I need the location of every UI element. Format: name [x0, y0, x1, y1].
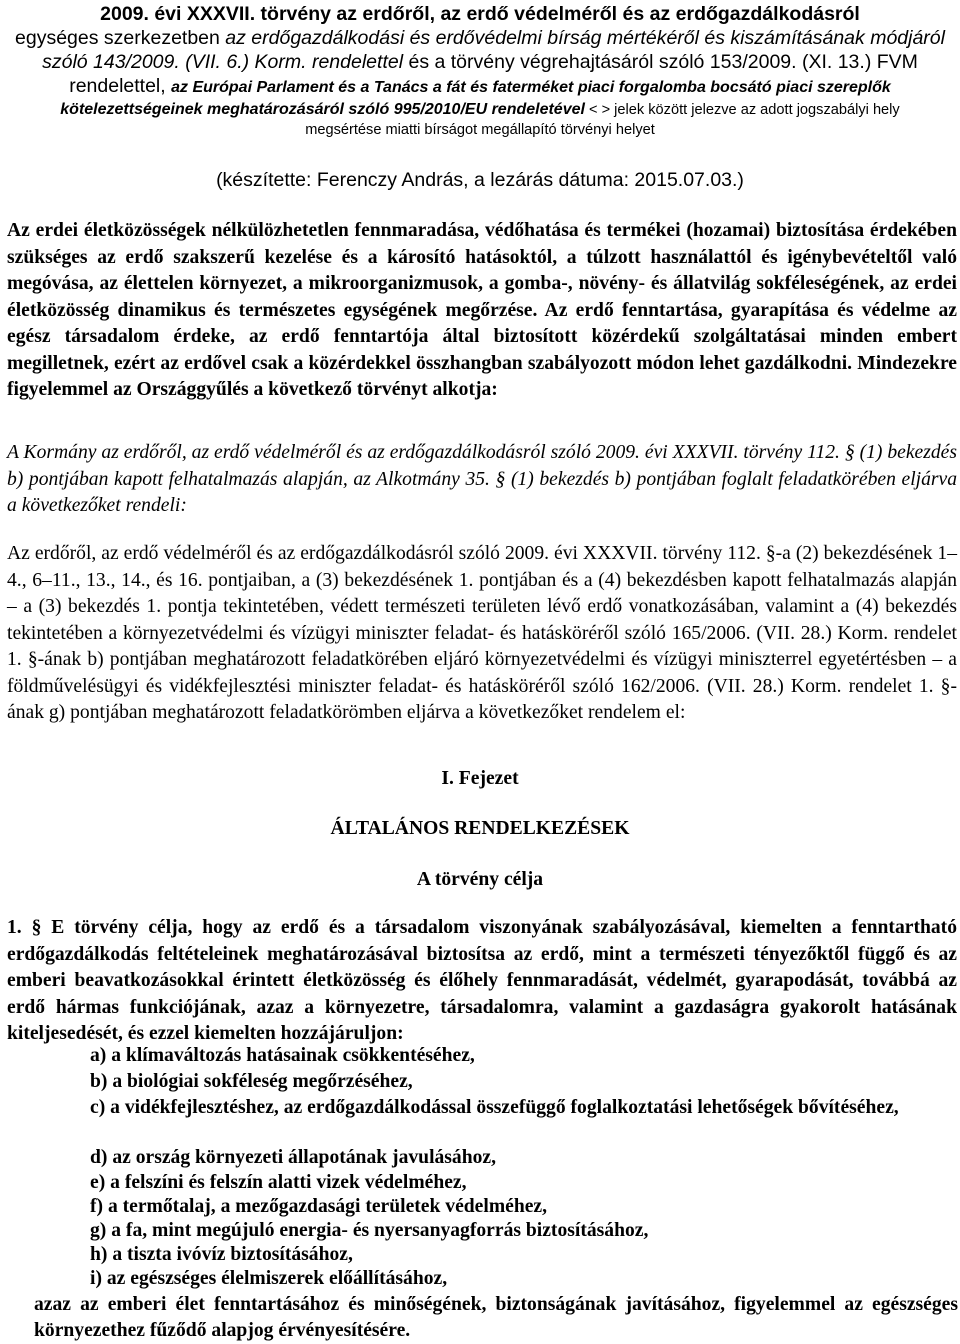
article-1: 1. § E törvény célja, hogy az erdő és a társadalom viszonyának szabályozásával, kiemelten a fenntartható erdőgazdálkodás feltételeinek meghatározásával biztosítsa az erdő, mint a természeti tényezőktől függő és az emberi beavatkozásokkal érintett életközösség és élőhely fennmaradását, védelmét, gyarapodását, továbbá az erdő hármas funkciójának, azaz a környezetre, társadalomra, valamint a gazdaságra gyakorolt hatásának kiteljesedését, és ezzel kiemelten hozzájáruljon:	[7, 917, 957, 1044]
header-title	[0, 2, 960, 26]
list-item: g) a fa, mint megújuló energia- és nyersanyagforrás biztosításához,	[90, 1220, 649, 1241]
preamble-paragraph: Az erdei életközösségek nélkülözhetetlen fennmaradása, védőhatása és termékei (hozamai) biztosítása érdekében szükséges az erdő szakszerű kezelése és a károsító hatásoktól, a túlzott használattól és igénybevételtől való megóvása, az élettelen környezet, a mikroorganizmusok, a gomba-, növény- és állatvilág sokféleségének, az erdei életközösség dinamikus és természetes egységének megőrzése. Az erdő fenntartása, gyarapítása és védelme az egész társadalom érdeke, az erdő fenntartója által biztosított közérdekű szolgáltatásai minden embert megilletnek, ezért az erdővel csak a közérdekkel összhangban szabályozott módon lehet gazdálkodni. Mindezekre figyelemmel az Országgyűlés a következő törvényt alkotja:	[7, 220, 957, 400]
header-text: rendelettel,	[69, 75, 166, 97]
header-title-text: 2009. évi XXXVII. törvény az erdőről, az erdő védelméről és az erdőgazdálkodásról	[100, 3, 860, 25]
header-text: < > jelek között jelezve az adott jogszabályi hely	[589, 102, 900, 118]
list-item: b) a biológiai sokféleség megőrzéséhez,	[90, 1071, 413, 1092]
header-text: megsértése miatti bírságot megállapító törvényi helyet	[305, 122, 655, 138]
section-heading: ÁLTALÁNOS RENDELKEZÉSEK	[330, 818, 630, 839]
header-line-2	[0, 26, 960, 50]
author-credit: (készítette: Ferenczy András, a lezárás dátuma: 2015.07.03.)	[216, 169, 744, 191]
header-text: és a törvény végrehajtásáról szóló 153/2009. (XI. 13.) FVM	[408, 51, 918, 73]
subsection-heading: A törvény célja	[416, 869, 544, 890]
list-item: f) a termőtalaj, a mezőgazdasági területek védelméhez,	[90, 1196, 548, 1217]
italic-paragraph: A Kormány az erdőről, az erdő védelméről és az erdőgazdálkodásról szóló 2009. évi XXXVII. törvény 112. § (1) bekezdés b) pontjában kapott felhatalmazás alapján, az Alkotmány 35. § (1) bekezdés b) pontjában foglalt feladatkörében eljárva a következőket rendeli:	[7, 442, 957, 516]
header-line-4	[0, 74, 960, 100]
closing-paragraph: azaz az emberi élet fenntartásához és minőségének, biztonságának javításához, figyelemmel az egészséges környezethez fűződő alapjog érvényesítésére.	[34, 1294, 958, 1341]
header-text-bolditalic: az Európai Parlament és a Tanács a fát és faterméket piaci forgalomba bocsátó piaci szereplők	[171, 79, 891, 96]
header-line-5	[0, 99, 960, 121]
chapter-heading: I. Fejezet	[441, 768, 519, 789]
list-item: d) az ország környezeti állapotának javulásához,	[90, 1147, 497, 1168]
list-item: c) a vidékfejlesztéshez, az erdőgazdálkodással összefüggő foglalkoztatási lehetőségek bővítéséhez,	[90, 1097, 899, 1118]
header-text: egységes szerkezetben	[15, 27, 220, 49]
header-text-bolditalic: kötelezettségeinek meghatározásáról szóló 995/2010/EU rendeletével	[60, 101, 585, 118]
authorization-paragraph: Az erdőről, az erdő védelméről és az erdőgazdálkodásról szóló 2009. évi XXXVII. törvény 112. §-a (2) bekezdésének 1–4., 6–11., 13., 14., és 16. pontjaiban, a (3) bekezdésének 1. pontjában és a (4) bekezdésben kapott felhatalmazás alapján – a (3) bekezdés 1. pontja tekintetében, védett természeti területen lévő erdő vonatkozásában, valamint a (4) bekezdés tekintetében a környezetvédelmi és vízügyi miniszter feladat- és hatásköréről szóló 165/2006. (VII. 28.) Korm. rendelet 1. §-ának b) pontjában meghatározott feladatkörében eljáró környezetvédelmi és vízügyi miniszterrel egyetértésben – a földművelésügyi és vidékfejlesztési miniszter feladat- és hatásköréről szóló 162/2006. (VII. 28.) Korm. rendelet 1. §-ának g) pontjában meghatározott feladatkörömben eljárva a következőket rendelem el:	[7, 543, 957, 723]
list-item: h) a tiszta ivóvíz biztosításához,	[90, 1244, 353, 1265]
header-text-italic: szóló 143/2009. (VII. 6.) Korm. rendelettel	[42, 51, 404, 73]
list-item: e) a felszíni és felszín alatti vizek védelméhez,	[90, 1172, 467, 1193]
list-item: a) a klímaváltozás hatásainak csökkentéséhez,	[90, 1045, 475, 1066]
header-line-3	[0, 50, 960, 74]
header-line-6	[0, 120, 960, 141]
header-text-italic: az erdőgazdálkodási és erdővédelmi bírság mértékéről és kiszámításának módjáról	[225, 27, 945, 49]
list-item: i) az egészséges élelmiszerek előállításához,	[90, 1268, 448, 1289]
